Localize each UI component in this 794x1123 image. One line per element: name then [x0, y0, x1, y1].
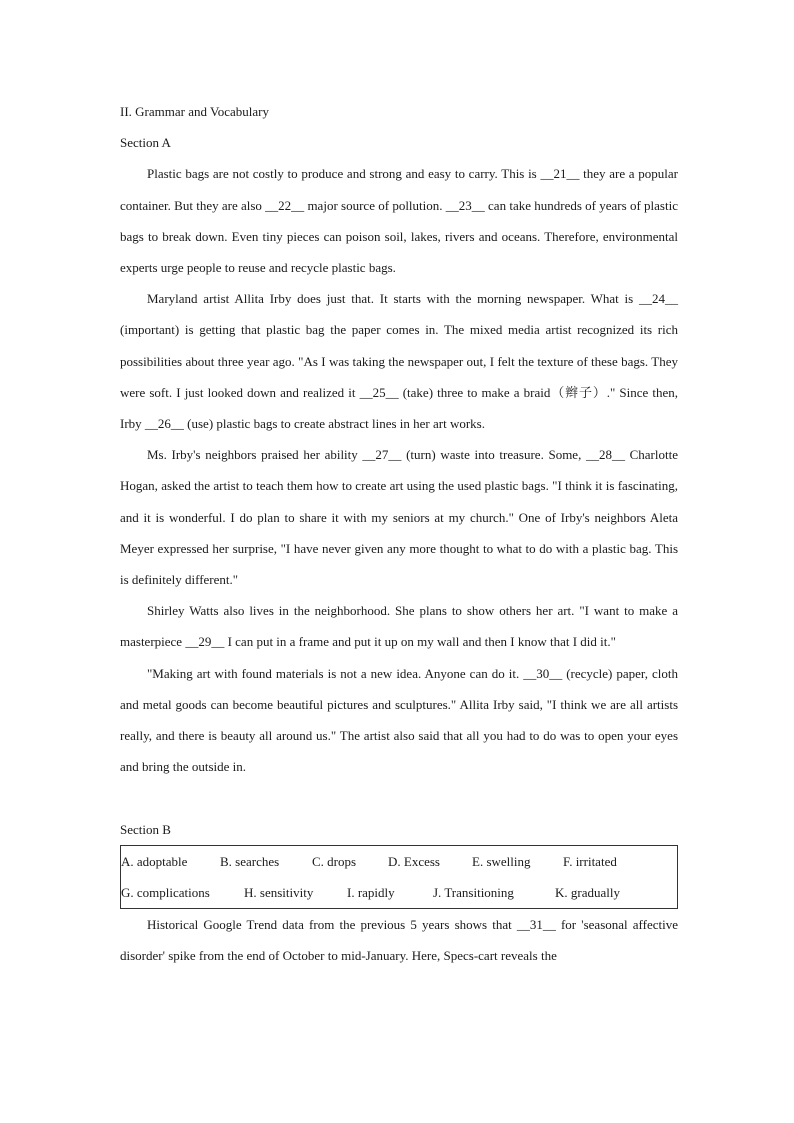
option-a: A. adoptable: [121, 853, 188, 869]
option-k: K. gradually: [555, 884, 620, 900]
option-c: C. drops: [312, 853, 357, 869]
option-b: B. searches: [220, 853, 280, 869]
word-bank-row-1: [121, 846, 677, 877]
document-page: [120, 96, 678, 971]
option-d: D. Excess: [388, 853, 440, 869]
section-b-paragraph-1: Historical Google Trend data from the previous 5 years shows that __31__ for 'seasonal affective disorder' spike from the end of October to mid-January. Here, Specs-cart reveals the: [120, 916, 678, 964]
part-title: II. Grammar and Vocabulary: [120, 104, 269, 119]
section-b-title: Section B: [120, 821, 171, 837]
option-h: H. sensitivity: [244, 884, 314, 900]
option-i: I. rapidly: [347, 884, 395, 900]
section-a-title: Section A: [120, 135, 171, 151]
section-a-paragraph-5: "Making art with found materials is not a new idea. Anyone can do it. __30__ (recycle) paper, cloth and metal goods can become beautiful pictures and sculptures." Allita Irby said, "I think we are all artists really, and there is beauty all around us." The artist also said that all you had to do was to open your eyes and bring the outside in.: [120, 665, 678, 775]
word-bank-box: [120, 845, 678, 909]
word-bank-row-2: [121, 877, 677, 908]
option-f: F. irritated: [563, 853, 617, 869]
option-j: J. Transitioning: [433, 884, 514, 900]
option-g: G. complications: [121, 884, 210, 900]
section-spacer: [120, 782, 678, 813]
section-a-paragraph-4: Shirley Watts also lives in the neighborhood. She plans to show others her art. "I want to make a masterpiece __29__ I can put in a frame and put it up on my wall and then I know that I did it.": [120, 603, 678, 650]
section-a-paragraph-1: Plastic bags are not costly to produce and strong and easy to carry. This is __21__ they are a popular container. But they are also __22__ major source of pollution. __23__ can take hundreds of years of plastic bags to break down. Even tiny pieces can poison soil, lakes, rivers and oceans. Therefore, environmental experts urge people to reuse and recycle plastic bags.: [120, 166, 678, 276]
option-e: E. swelling: [472, 853, 531, 869]
section-a-paragraph-2: Maryland artist Allita Irby does just that. It starts with the morning newspaper. What is __24__ (important) is getting that plastic bag the paper comes in. The mixed media artist recognized its rich possibilities about three year ago. "As I was taking the newspaper out, I felt the texture of these bags. They were soft. I just looked down and realized it __25__ (take) three to make a braid（辫子）." Since then, Irby __26__ (use) plastic bags to create abstract lines in her art works.: [120, 291, 678, 432]
section-a-paragraph-3: Ms. Irby's neighbors praised her ability __27__ (turn) waste into treasure. Some, __28__ Charlotte Hogan, asked the artist to teach them how to create art using the used plastic bags. "I think it is fascinating, and it is wonderful. I do plan to share it with my seniors at my church." One of Irby's neighbors Aleta Meyer expressed her surprise, "I have never given any more thought to what to do with a plastic bag. This is definitely different.": [120, 447, 678, 588]
